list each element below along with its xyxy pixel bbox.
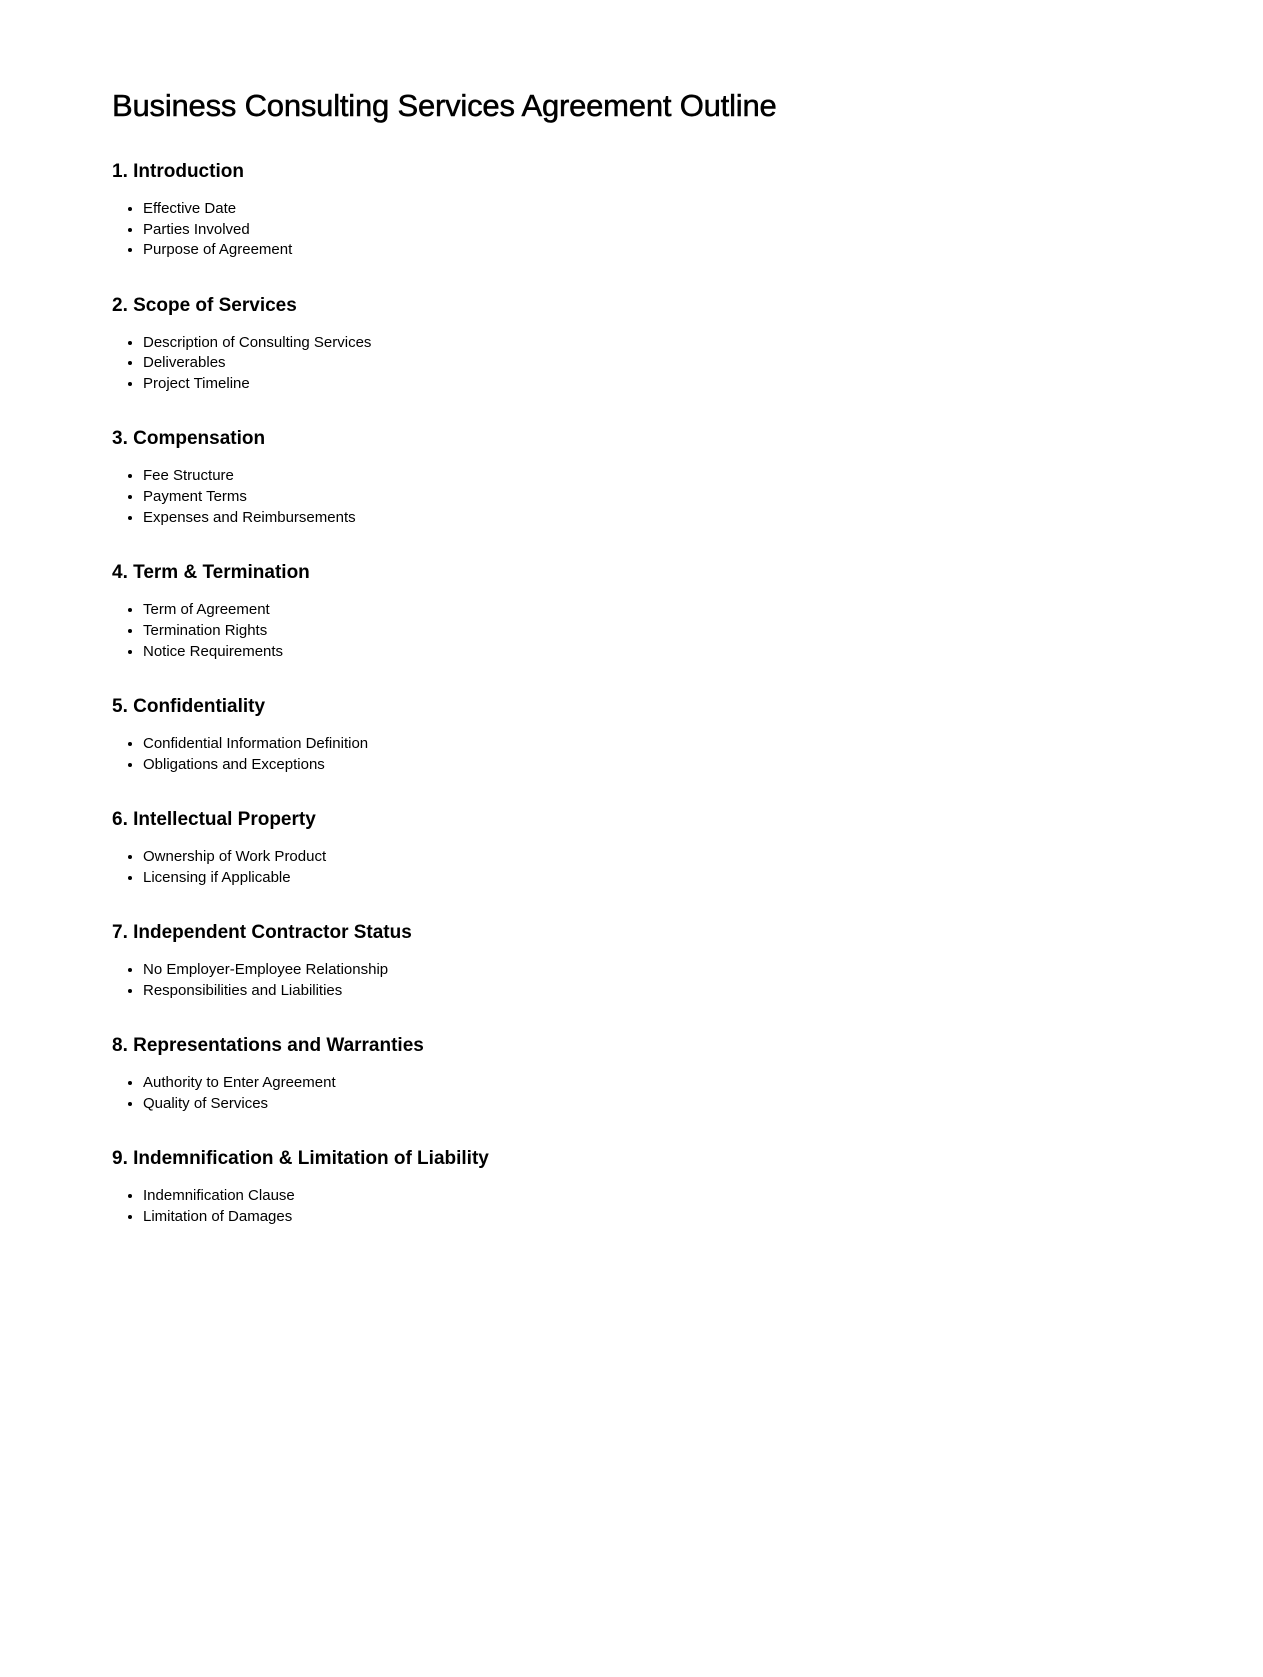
section-list [112, 847, 777, 888]
section-heading: 1. Introduction [112, 161, 244, 182]
section-list [112, 960, 777, 1001]
section-heading: 5. Confidentiality [112, 695, 266, 717]
list-item: • Quality of Services [143, 1094, 777, 1115]
section-heading: 4. Term & Termination [112, 562, 310, 584]
section [112, 808, 777, 888]
list-item: • Term of Agreement [143, 600, 777, 621]
section [112, 160, 777, 261]
section-heading: 9. Indemnification & Limitation of Liability [112, 1147, 489, 1169]
list-item: • Authority to Enter Agreement [143, 1073, 777, 1094]
list-item: • Payment Terms [143, 487, 777, 508]
list-item: • Fee Structure [143, 466, 777, 487]
section [112, 695, 777, 775]
section [112, 294, 777, 395]
section-list [112, 199, 777, 261]
list-item: • Deliverables [143, 353, 777, 374]
section [112, 561, 777, 662]
sections [112, 160, 777, 1227]
list-item: • Project Timeline [143, 374, 777, 395]
section-heading: 6. Intellectual Property [112, 808, 316, 830]
section-list [112, 1073, 777, 1114]
section-heading: 2. Scope of Services [112, 294, 297, 316]
list-item: • Ownership of Work Product [143, 847, 777, 868]
section-heading: 7. Independent Contractor Status [112, 921, 412, 943]
list-item: • Notice Requirements [143, 642, 777, 663]
list-item: • Responsibilities and Liabilities [143, 981, 777, 1002]
list-item: • Limitation of Damages [143, 1207, 777, 1228]
list-item: • Purpose of Agreement [143, 240, 777, 261]
section-list [112, 600, 777, 662]
list-item: • Description of Consulting Services [143, 333, 777, 354]
list-item: • Confidential Information Definition [143, 734, 777, 755]
list-item: • Indemnification Clause [143, 1186, 777, 1207]
section-heading: 8. Representations and Warranties [112, 1034, 424, 1056]
list-item: • Termination Rights [143, 621, 777, 642]
page-title: Business Consulting Services Agreement Outline [112, 88, 777, 123]
section [112, 427, 777, 528]
list-item: • Parties Involved [143, 220, 777, 241]
list-item: • Expenses and Reimbursements [143, 508, 777, 529]
section [112, 1147, 777, 1227]
section [112, 1034, 777, 1114]
section [112, 921, 777, 1001]
section-list [112, 734, 777, 775]
section-list [112, 466, 777, 528]
list-item: • No Employer-Employee Relationship [143, 960, 777, 981]
list-item: • Effective Date [143, 199, 777, 220]
document [112, 86, 777, 1260]
section-list [112, 1186, 777, 1227]
list-item: • Obligations and Exceptions [143, 755, 777, 776]
section-heading: 3. Compensation [112, 428, 266, 450]
section-list [112, 333, 777, 395]
list-item: • Licensing if Applicable [143, 868, 777, 889]
